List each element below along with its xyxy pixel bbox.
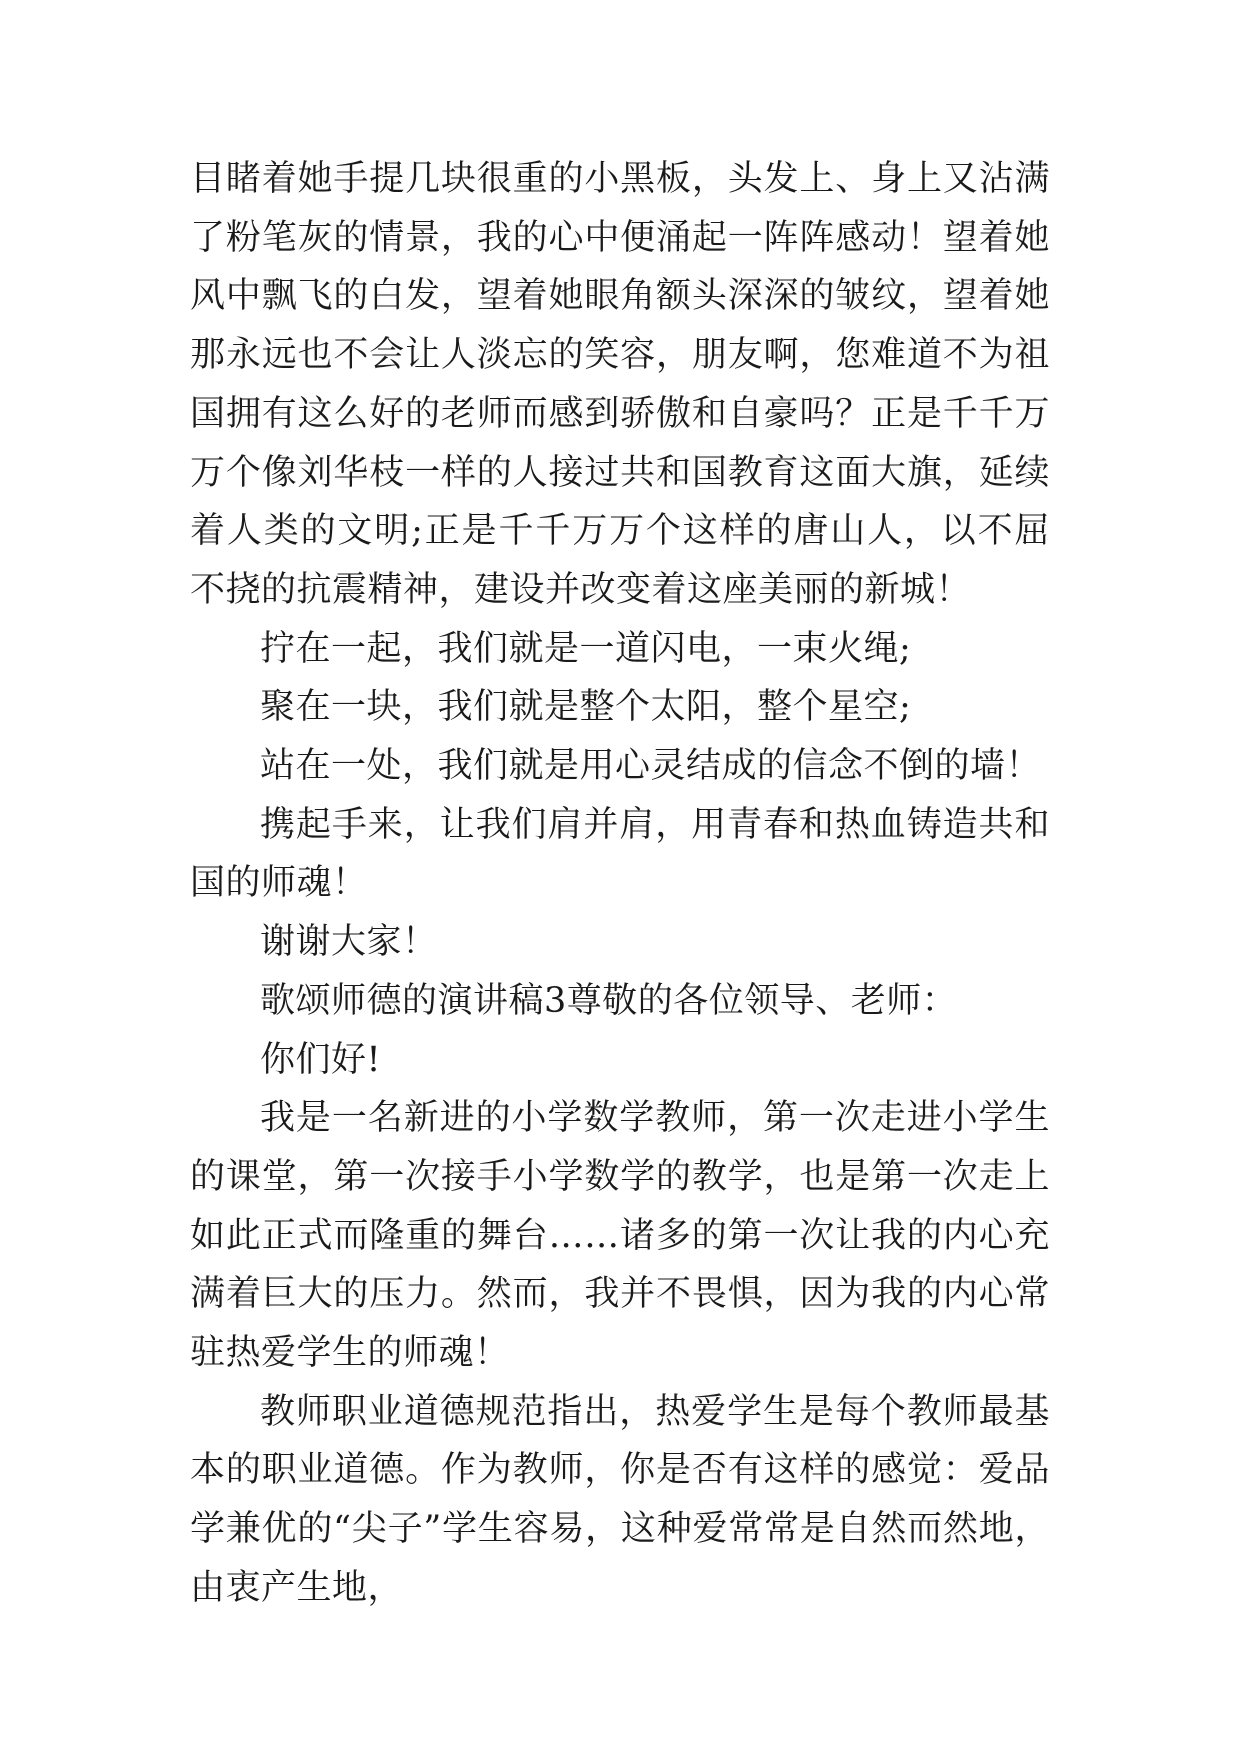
paragraph-verse-wall: 站在一处，我们就是用心灵结成的信念不倒的墙！: [260, 746, 1042, 787]
paragraph-thanks: 谢谢大家！: [260, 922, 438, 963]
paragraph-new-teacher: 我是一名新进的小学数学教师，第一次走进小学生的课堂，第一次接手小学数学的教学，也是第一次走上如此正式而隆重的舞台……诸多的第一次让我的内心充满着巨大的压力。然而，我并不畏惧，因为我的内心常驻热爱学生的师魂！: [190, 1098, 1050, 1374]
paragraph-greeting: 你们好!: [260, 1039, 382, 1080]
paragraph-verse-sun: 聚在一块，我们就是整个太阳，整个星空;: [260, 687, 912, 728]
paragraph-speech-heading: 歌颂师德的演讲稿3尊敬的各位领导、老师：: [260, 980, 958, 1021]
paragraph-hand-in-hand: 携起手来，让我们肩并肩，用青春和热血铸造共和国的师魂！: [190, 804, 1050, 904]
paragraph-continuation: 目睹着她手提几块很重的小黑板，头发上、身上又沾满了粉笔灰的情景，我的心中便涌起一阵阵感动！望着她风中飘飞的白发，望着她眼角额头深深的皱纹，望着她那永远也不会让人淡忘的笑容，朋友啊，您难道不为祖国拥有这么好的老师而感到骄傲和自豪吗？正是千千万万个像刘华枝一样的人接过共和国教育这面大旗，延续着人类的文明;正是千千万万个这样的唐山人，以不屈不挠的抗震精神，建设并改变着这座美丽的新城！: [190, 159, 1050, 610]
paragraph-professional-ethics: 教师职业道德规范指出，热爱学生是每个教师最基本的职业道德。作为教师，你是否有这样的感觉：爱品学兼优的“尖子”学生容易，这种爱常常是自然而然地，由衷产生地，: [190, 1391, 1050, 1608]
paragraph-verse-lightning: 拧在一起，我们就是一道闪电，一束火绳;: [260, 628, 912, 669]
document-body: [190, 150, 1050, 1618]
